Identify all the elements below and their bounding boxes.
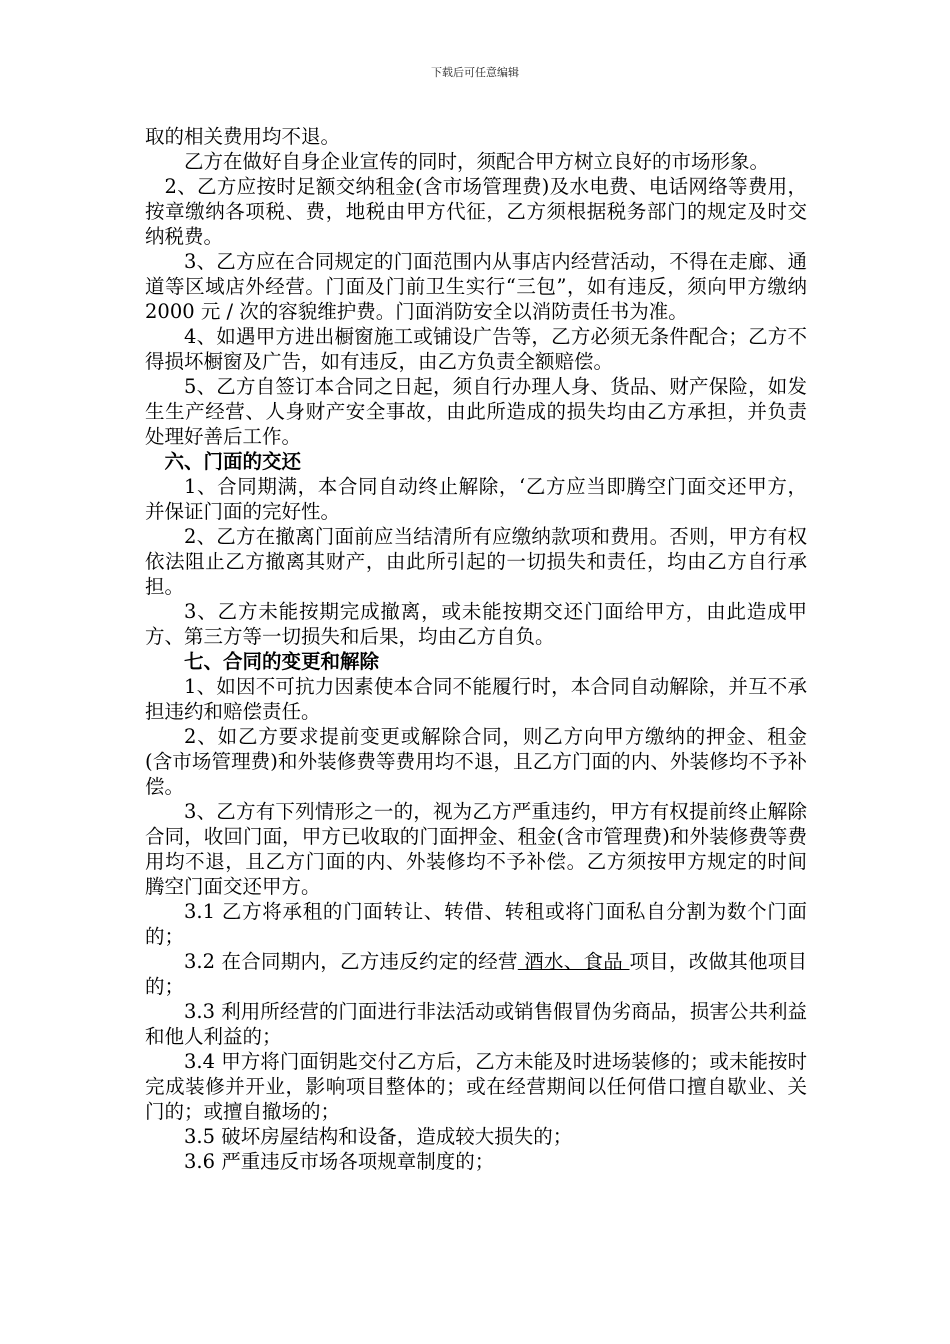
underlined-business-scope: 酒水、食品 bbox=[517, 950, 630, 973]
paragraph: 2、如乙方要求提前变更或解除合同，则乙方向甲方缴纳的押金、租金(含市场管理费)和外装修费等费用均不退，且乙方门面的内、外装修均不予补偿。 bbox=[145, 725, 807, 798]
paragraph: 3.3 利用所经营的门面进行非法活动或销售假冒伪劣商品，损害公共利益和他人利益的； bbox=[145, 1000, 807, 1048]
paragraph: 3.5 破坏房屋结构和设备，造成较大损失的； bbox=[184, 1125, 573, 1148]
paragraph: 乙方在做好自身企业宣传的同时，须配合甲方树立良好的市场形象。 bbox=[184, 150, 770, 173]
paragraph: 3.6 严重违反市场各项规章制度的； bbox=[184, 1150, 495, 1173]
paragraph-text: 项目，改做其他项目的； bbox=[145, 950, 807, 998]
page-header: 下载后可任意编辑 bbox=[431, 66, 519, 79]
paragraph-text: 3.2 在合同期内，乙方违反约定的经营 bbox=[184, 950, 518, 973]
paragraph: 3、乙方应在合同规定的门面范围内从事店内经营活动，不得在走廊、通道等区域店外经营。门面及门前卫生实行“三包”，如有违反，须向甲方缴纳 2000 元 / 次的容貌维护费。门面消防安全以消防责任书为准。 bbox=[145, 250, 807, 323]
paragraph: 2、乙方应按时足额交纳租金(含市场管理费)及水电费、电话网络等费用，按章缴纳各项税、费，地税由甲方代征，乙方须根据税务部门的规定及时交纳税费。 bbox=[145, 175, 807, 248]
document-body bbox=[145, 124, 807, 1174]
paragraph: 5、乙方自签订本合同之日起，须自行办理人身、货品、财产保险，如发生生产经营、人身财产安全事故，由此所造成的损失均由乙方承担，并负责处理好善后工作。 bbox=[145, 375, 807, 448]
paragraph: 取的相关费用均不退。 bbox=[145, 125, 341, 148]
paragraph: 1、合同期满，本合同自动终止解除，‘乙方应当即腾空门面交还甲方，并保证门面的完好性。 bbox=[145, 475, 807, 523]
paragraph: 3、乙方未能按期完成撤离，或未能按期交还门面给甲方，由此造成甲方、第三方等一切损失和后果，均由乙方自负。 bbox=[145, 600, 807, 648]
section-heading: 七、合同的变更和解除 bbox=[184, 650, 380, 673]
paragraph: 4、如遇甲方进出橱窗施工或铺设广告等，乙方必须无条件配合；乙方不得损坏橱窗及广告，如有违反，由乙方负责全额赔偿。 bbox=[145, 325, 807, 373]
paragraph bbox=[145, 949, 807, 999]
paragraph: 3、乙方有下列情形之一的，视为乙方严重违约，甲方有权提前终止解除合同，收回门面，甲方已收取的门面押金、租金(含市管理费)和外装修费等费用均不退，且乙方门面的内、外装修均不予补偿。乙方须按甲方规定的时间腾空门面交还甲方。 bbox=[145, 800, 807, 898]
section-heading: 六、门面的交还 bbox=[164, 450, 302, 473]
paragraph: 2、乙方在撤离门面前应当结清所有应缴纳款项和费用。否则，甲方有权依法阻止乙方撤离其财产，由此所引起的一切损失和责任，均由乙方自行承担。 bbox=[145, 525, 807, 598]
paragraph: 3.4 甲方将门面钥匙交付乙方后，乙方未能及时进场装修的；或未能按时完成装修并开业，影响项目整体的；或在经营期间以任何借口擅自歇业、关门的；或擅自撤场的； bbox=[145, 1050, 807, 1123]
paragraph: 3.1 乙方将承租的门面转让、转借、转租或将门面私自分割为数个门面的； bbox=[145, 900, 807, 948]
paragraph: 1、如因不可抗力因素使本合同不能履行时，本合同自动解除，并互不承担违约和赔偿责任。 bbox=[145, 675, 807, 723]
